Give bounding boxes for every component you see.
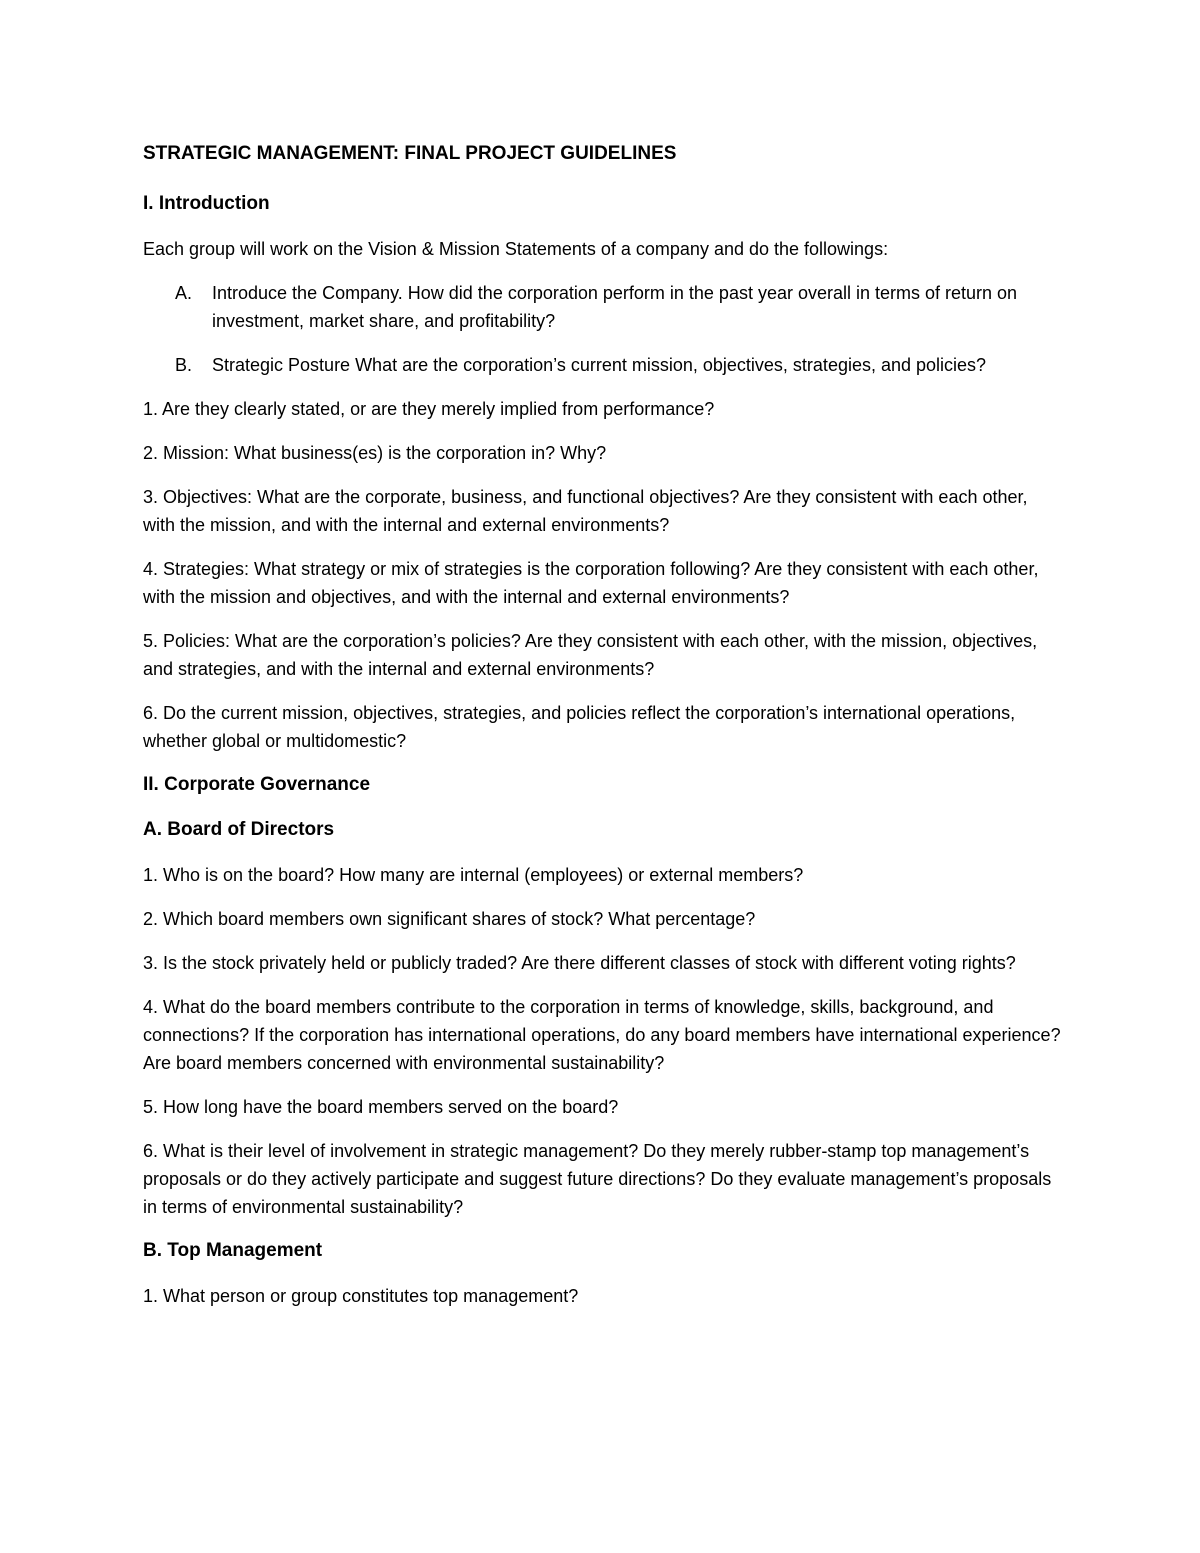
document-title: STRATEGIC MANAGEMENT: FINAL PROJECT GUIDELINES (143, 143, 677, 164)
question-item: 6. What is their level of involvement in strategic management? Do they merely rubber-stamp top management’s proposals or do they actively participate and suggest future directions? Do they evaluate management’s proposals in terms of environmental sustainability? (143, 1141, 1052, 1217)
list-item-text: Strategic Posture What are the corporation’s current mission, objectives, strategies, and policies? (212, 355, 987, 375)
question-item: 5. How long have the board members served on the board? (143, 1097, 619, 1117)
question-item: 2. Which board members own significant shares of stock? What percentage? (143, 909, 756, 929)
document-body (143, 140, 1063, 1326)
question-item: 4. What do the board members contribute to the corporation in terms of knowledge, skills, background, and connections? If the corporation has international operations, do any board members have international experience? Are board members concerned with environmental sustainability? (143, 997, 1061, 1073)
question-item: 3. Objectives: What are the corporate, business, and functional objectives? Are they consistent with each other, with the mission, and with the internal and external environments? (143, 487, 1028, 535)
list-marker: B. (175, 355, 193, 375)
question-item: 5. Policies: What are the corporation’s policies? Are they consistent with each other, with the mission, objectives, and strategies, and with the internal and external environments? (143, 631, 1038, 679)
question-item: 1. Who is on the board? How many are internal (employees) or external members? (143, 865, 804, 885)
question-item: 4. Strategies: What strategy or mix of strategies is the corporation following? Are they consistent with each other, with the mission and objectives, and with the internal and external environments? (143, 559, 1039, 607)
intro-paragraph: Each group will work on the Vision & Mission Statements of a company and do the followings: (143, 239, 889, 259)
section-heading-introduction: I. Introduction (143, 193, 270, 214)
subsection-heading-board-of-directors: A. Board of Directors (143, 819, 335, 840)
question-item: 1. What person or group constitutes top management? (143, 1286, 579, 1306)
list-marker: A. (175, 283, 193, 303)
question-item: 2. Mission: What business(es) is the corporation in? Why? (143, 443, 607, 463)
list-item-text: Introduce the Company. How did the corporation perform in the past year overall in terms of return on investment, market share, and profitability? (212, 283, 1018, 331)
lettered-item (143, 279, 1063, 335)
question-item: 1. Are they clearly stated, or are they merely implied from performance? (143, 399, 715, 419)
lettered-item (143, 351, 1063, 379)
question-item: 3. Is the stock privately held or publicly traded? Are there different classes of stock with different voting rights? (143, 953, 1016, 973)
section-heading-corporate-governance: II. Corporate Governance (143, 774, 371, 795)
question-item: 6. Do the current mission, objectives, strategies, and policies reflect the corporation’s international operations, whether global or multidomestic? (143, 703, 1016, 751)
subsection-heading-top-management: B. Top Management (143, 1240, 323, 1261)
